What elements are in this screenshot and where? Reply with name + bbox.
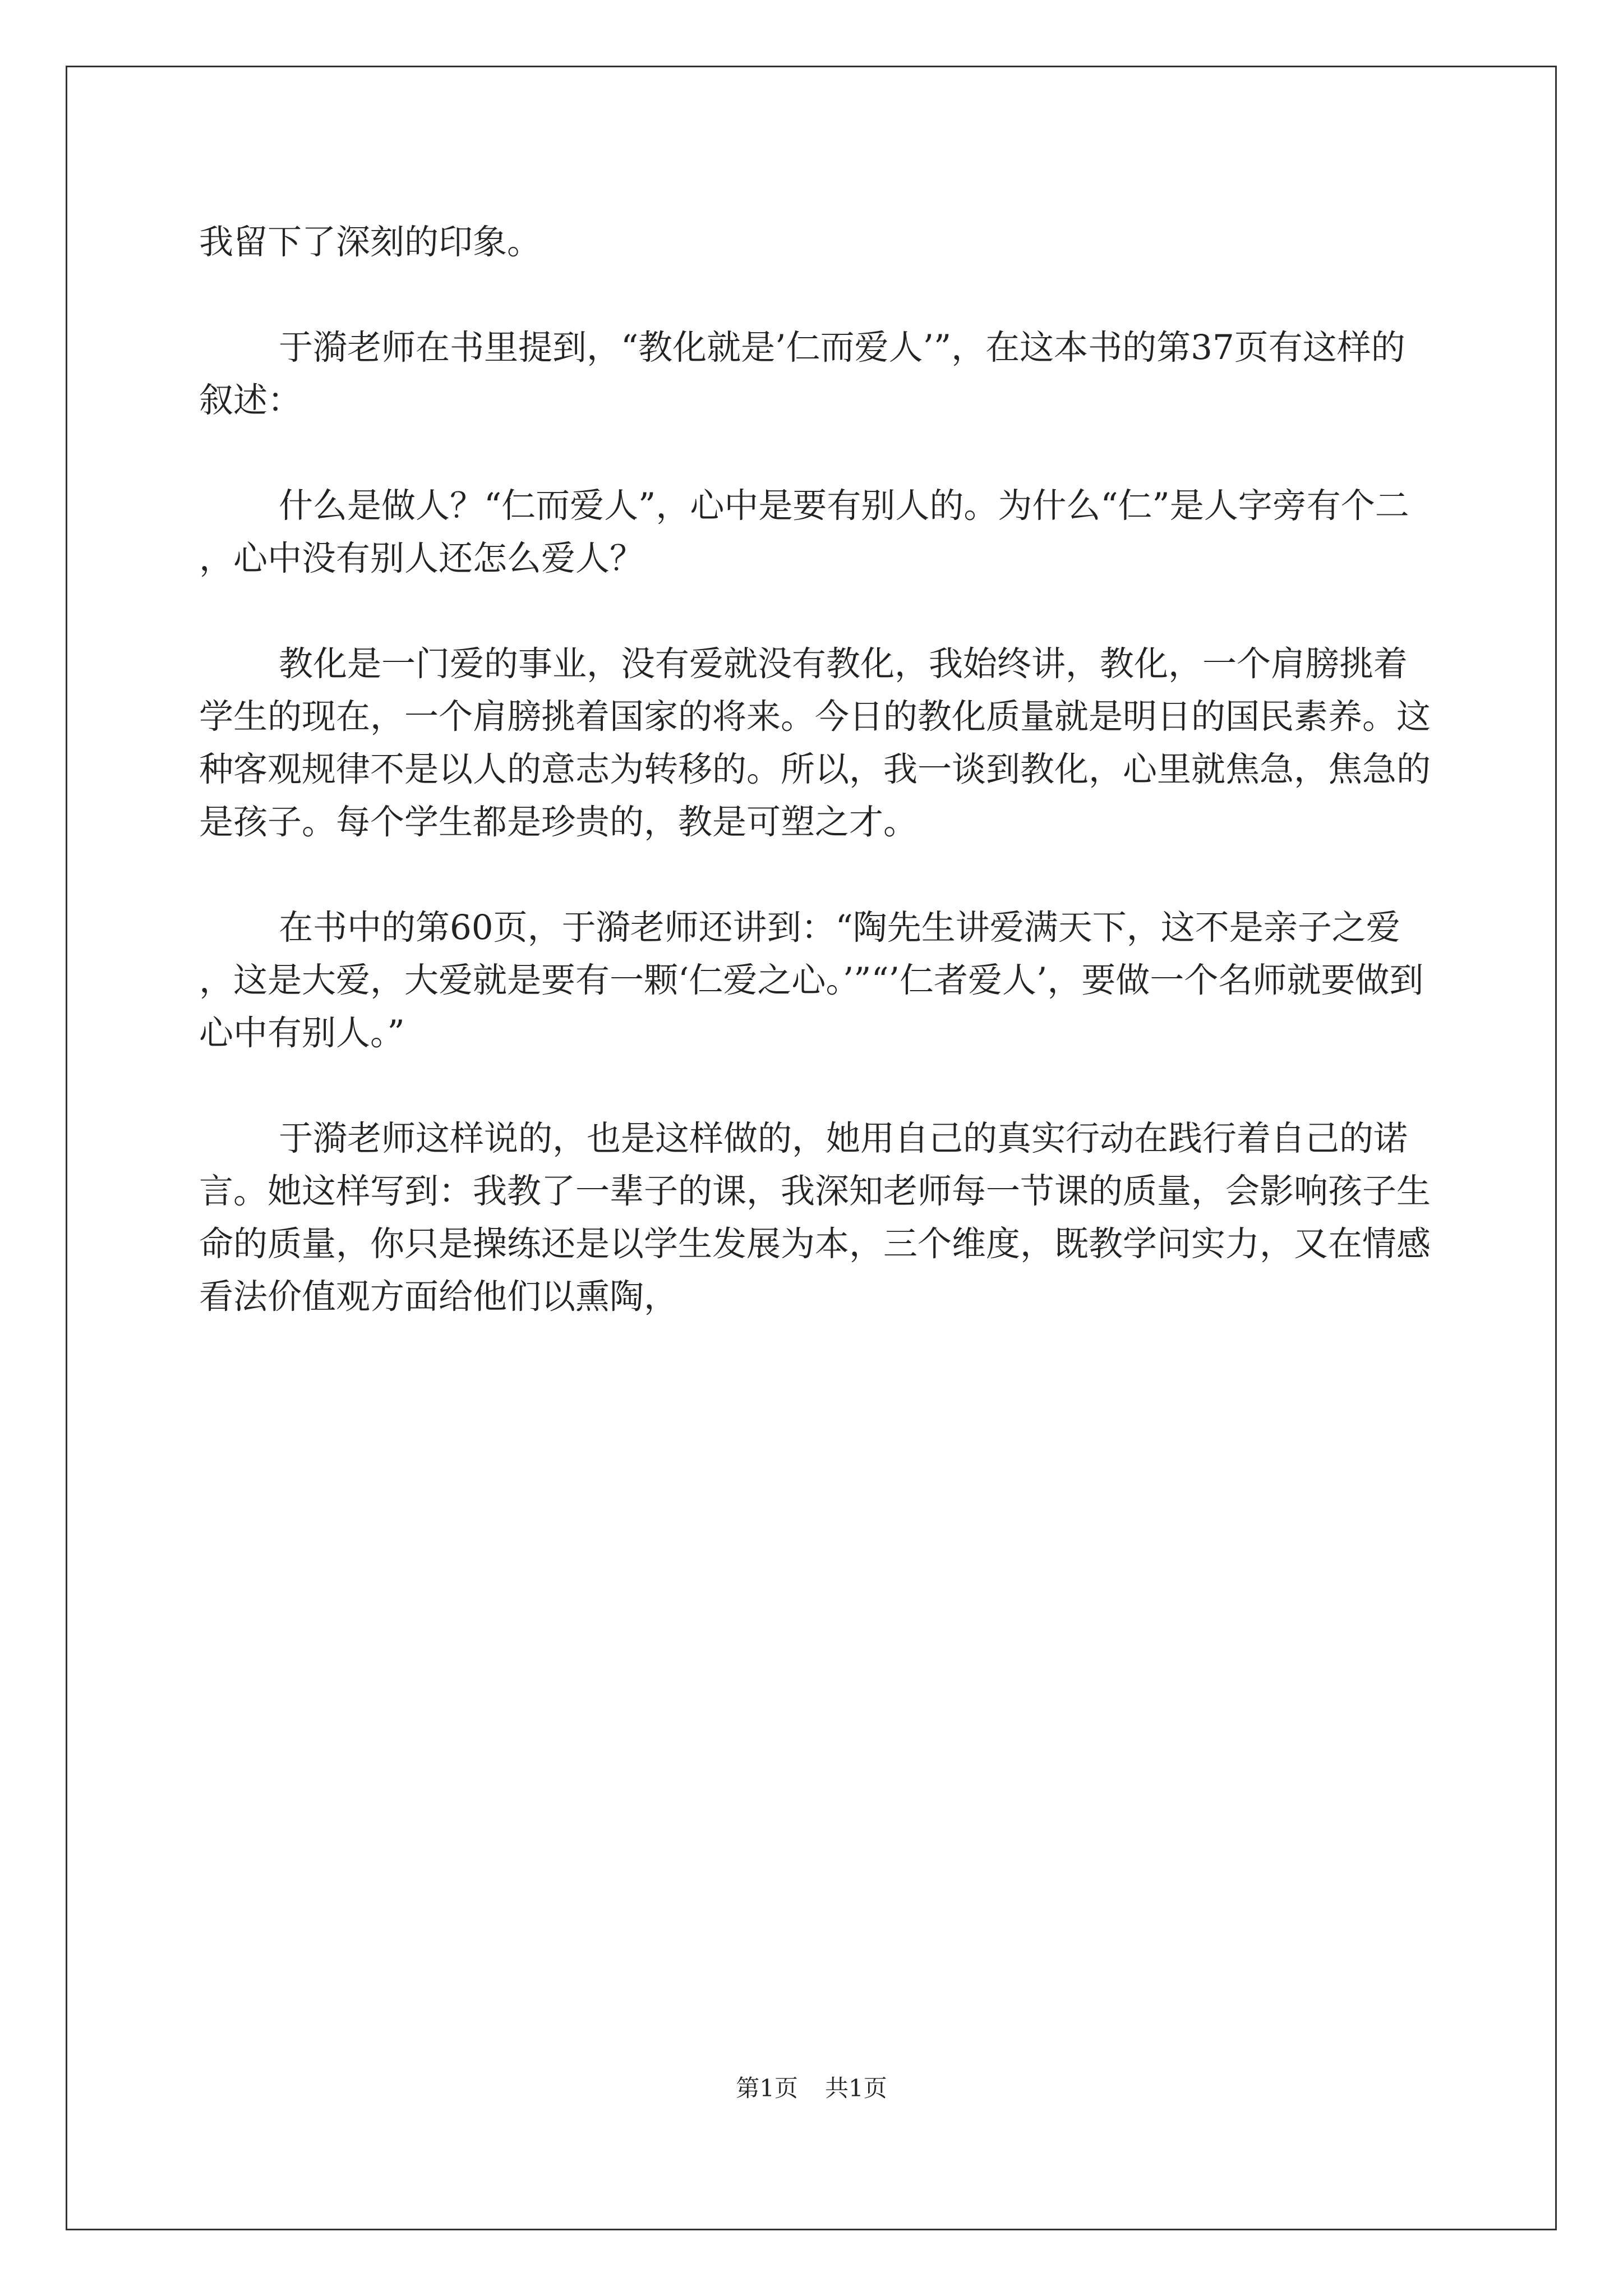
paragraph-1: 我留下了深刻的印象。 (199, 222, 542, 262)
document-body (199, 216, 1432, 1323)
paragraph-2: 于漪老师在书里提到，“教化就是’仁而爱人’”，在这本书的第37页有这样的叙述： (199, 328, 1405, 420)
paragraph-4: 教化是一门爱的事业，没有爱就没有教化，我始终讲，教化，一个肩膀挑着学生的现在，一个肩膀挑着国家的将来。今日的教化质量就是明日的国民素养。这种客观规律不是以人的意志为转移的。所以，我一谈到教化，心里就焦急，焦急的是孩子。每个学生都是珍贵的，教是可塑之才。 (199, 644, 1431, 842)
page-total: 共1页 (825, 2074, 887, 2102)
paragraph-5: 在书中的第60页，于漪老师还讲到：“陶先生讲爱满天下，这不是亲子之爱，这是大爱，大爱就是要有一颗‘仁爱之心。’”“’仁者爱人’，要做一个名师就要做到心中有别人。” (199, 908, 1424, 1053)
page-number: 第1页 (736, 2074, 798, 2102)
paragraph-6: 于漪老师这样说的，也是这样做的，她用自己的真实行动在践行着自己的诺言。她这样写到：我教了一辈子的课，我深知老师每一节课的质量，会影响孩子生命的质量，你只是操练还是以学生发展为本，三个维度，既教学问实力，又在情感看法价值观方面给他们以熏陶， (199, 1119, 1431, 1317)
paragraph-3: 什么是做人？“仁而爱人”，心中是要有别人的。为什么“仁”是人字旁有个二，心中没有别人还怎么爱人？ (199, 486, 1409, 578)
page-footer (0, 2073, 1623, 2104)
